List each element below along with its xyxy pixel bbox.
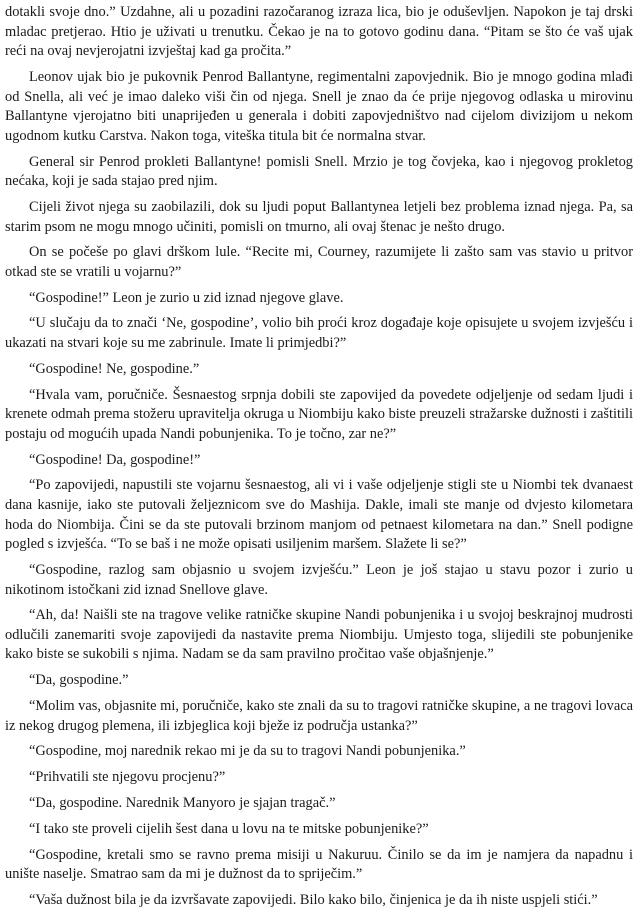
paragraph: “I tako ste proveli cijelih šest dana u lovu na te mitske pobunjenike?”: [29, 820, 429, 837]
paragraph: On se počeše po glavi drškom lule. “Recite mi, Courney, razumijete li zašto sam vas stavio u pritvor otkad ste se vratili u vojarnu?”: [5, 244, 633, 280]
paragraph: “Gospodine, kretali smo se ravno prema misiji u Nakuruu. Činilo se da im je namjera da napadnu i unište naselje. Smatrao sam da mi je dužnost da to spriječim.”: [5, 846, 633, 883]
paragraph: “Gospodine! Da, gospodine!”: [29, 451, 201, 468]
paragraph: General sir Penrod prokleti Ballantyne! pomisli Snell. Mrzio je tog čovjeka, kao i njegovog prokletog nećaka, koji je sada stajao pred njim.: [5, 153, 633, 190]
paragraph: Cijeli život njega su zaobilazili, dok su ljudi poput Ballantynea letjeli bez problema iznad njega. Pa, sa starim psom ne mogu mnogo učiniti, pomisli on tmurno, ali ovaj štenac je nešto drugo.: [5, 198, 633, 235]
paragraph: “Po zapovijedi, napustili ste vojarnu šesnaestog, ali vi i vaše odjeljenje stigli ste u Niombi tek dvanaest dana kasnije, iako ste putovali željeznicom sve do Mashija. Dakle, imali ste manje od dvjesto kilometara hoda do Niombija. Čini se da ste putovali brzinom manjom od petnaest kilometara na dan.” Snell podigne pogled s izvješća. “To se baš i ne može opisati usiljenim maršem. Slažete li se?”: [5, 477, 633, 553]
paragraph: “Gospodine, razlog sam objasnio u svojem izvješću.” Leon je još stajao u stavu pozor i zurio u nikotinom istočkani zid iznad Snellove glave.: [5, 561, 633, 598]
paragraph: dotakli svoje dno.” Uzdahne, ali u pozadini razočaranog izraza lica, bio je oduševljen. Napokon je taj drski mladac pretjerao. Htio je uživati u trenutku. Čekao je na to gotovo godinu dana. “Pitam se što će vaš ujak reći na ovaj nevjerojatni izvještaj kad ga pročita.”: [5, 4, 633, 60]
paragraph: “Da, gospodine. Narednik Manyoro je sjajan tragač.”: [29, 794, 336, 811]
paragraph: “Prihvatili ste njegovu procjenu?”: [29, 769, 226, 786]
paragraph: “U slučaju da to znači ‘Ne, gospodine’, volio bih proći kroz događaje koje opisujete u svojem izvješću i ukazati na stvari koje su me zabrinule. Imate li primjedbi?”: [5, 315, 633, 352]
paragraph: “Hvala vam, poručniče. Šesnaestog srpnja dobili ste zapovijed da povedete odjeljenje od sedam ljudi i krenete odmah prema stožeru upravitelja okruga u Niombiju kako biste preuzeli stražarske dužnosti i zaštitili postaju od mogućih upada Nandi pobunjenika. To je točno, zar ne?”: [5, 386, 633, 442]
paragraph: “Ah, da! Naišli ste na tragove velike ratničke skupine Nandi pobunjenika i u svojoj beskrajnoj mudrosti odlučili zanemariti svoje zapovijedi da nastavite prema Niombiju. Umjesto toga, slijedili ste pobunjenike kako biste se sukobili s njima. Nadam se da sam pravilno pročitao vaše objašnjenje.”: [5, 607, 633, 663]
paragraph: Leonov ujak bio je pukovnik Penrod Ballantyne, regimentalni zapovjednik. Bio je mnogo godina mlađi od Snella, ali već je imao daleko viši čin od njega. Snell je znao da će prije njegovog odlaska u mirovinu Ballantyne vjerojatno biti unaprijeđen u generala i dobiti zapovjedništvo nad cijelom divizijom u nekom ugodnom kutku Carstva. Nakon toga, viteška titula bit će normalna stvar.: [5, 68, 633, 144]
paragraph: “Molim vas, objasnite mi, poručniče, kako ste znali da su to tragovi ratničke skupine, a ne tragovi lovaca iz nekog drugog plemena, ili izbjeglica koji bježe iz područja ustanka?”: [5, 698, 633, 734]
paragraph: “Gospodine, moj narednik rekao mi je da su to tragovi Nandi pobunjenika.”: [29, 743, 466, 760]
paragraph: “Gospodine! Ne, gospodine.”: [29, 360, 200, 377]
paragraph: “Vaša dužnost bila je da izvršavate zapovijedi. Bilo kako bilo, činjenica je da ih niste uspjeli stići.”: [29, 891, 598, 908]
paragraph: “Da, gospodine.”: [29, 672, 129, 689]
paragraph: “Gospodine!” Leon je zurio u zid iznad njegove glave.: [29, 289, 344, 306]
page-text: [5, 3, 633, 917]
